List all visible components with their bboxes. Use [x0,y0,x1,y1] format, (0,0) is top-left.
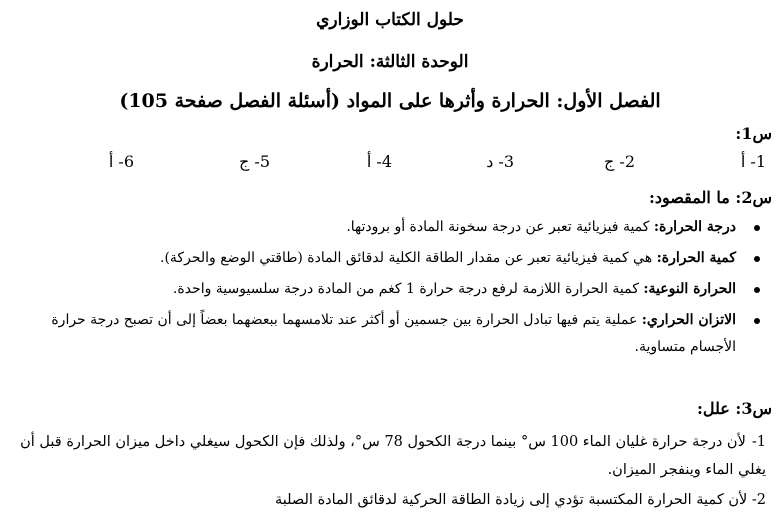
chapter-title: الفصل الأول: الحرارة وأثرها على المواد (أسئلة الفصل صفحة 105) [119,90,661,112]
explanation-number: 1- [751,434,766,450]
question-1-label: س1: [735,124,772,143]
unit-title: الوحدة الثالثة: الحرارة [311,52,469,72]
definition-term: الحرارة النوعية: [643,281,736,297]
list-item [10,307,764,361]
definition-term: درجة الحرارة: [653,219,736,235]
list-item [10,214,764,241]
answer-5: 5- ج [238,152,270,171]
definition-term: الاتزان الحراري: [641,312,736,328]
definition-text: هي كمية فيزيائية تعبر عن مقدار الطاقة الكلية لدقائق المادة (طاقتي الوضع والحركة). [160,250,657,266]
answer-6: 6- أ [108,152,134,171]
explanation-1 [12,428,766,484]
answer-1: 1- أ [740,152,766,171]
list-item [10,245,764,272]
list-item [10,276,764,303]
explanation-text: لأن درجة حرارة غليان الماء 100 س° بينما درجة الكحول 78 س°، ولذلك فإن الكحول سيغلي داخل ميزان الحرارة قبل أن يغلي الماء وينفجر الميزان. [20,434,766,478]
answer-row [0,152,780,176]
definitions-list [10,214,764,365]
document-title: حلول الكتاب الوزاري [316,10,464,30]
definition-text: كمية فيزيائية تعبر عن درجة سخونة المادة أو برودتها. [346,219,654,235]
explanation-2: 2- لأن كمية الحرارة المكتسبة تؤدي إلى زيادة الطاقة الحركية لدقائق المادة الصلبة [274,492,766,508]
answer-2: 2- ج [603,152,635,171]
question-2-label: س2: ما المقصود: [649,188,772,207]
definition-text: عملية يتم فيها تبادل الحرارة بين جسمين أو أكثر عند تلامسهما ببعضهما بعضاً إلى أن تصبح درجة حرارة الأجسام متساوية. [51,312,736,355]
question-3-label: س3: علل: [696,399,772,418]
definition-text: كمية الحرارة اللازمة لرفع درجة حرارة 1 كغم من المادة درجة سلسيوسية واحدة. [172,281,644,297]
answer-4: 4- أ [366,152,392,171]
definition-term: كمية الحرارة: [656,250,736,266]
answer-3: 3- د [486,152,514,171]
